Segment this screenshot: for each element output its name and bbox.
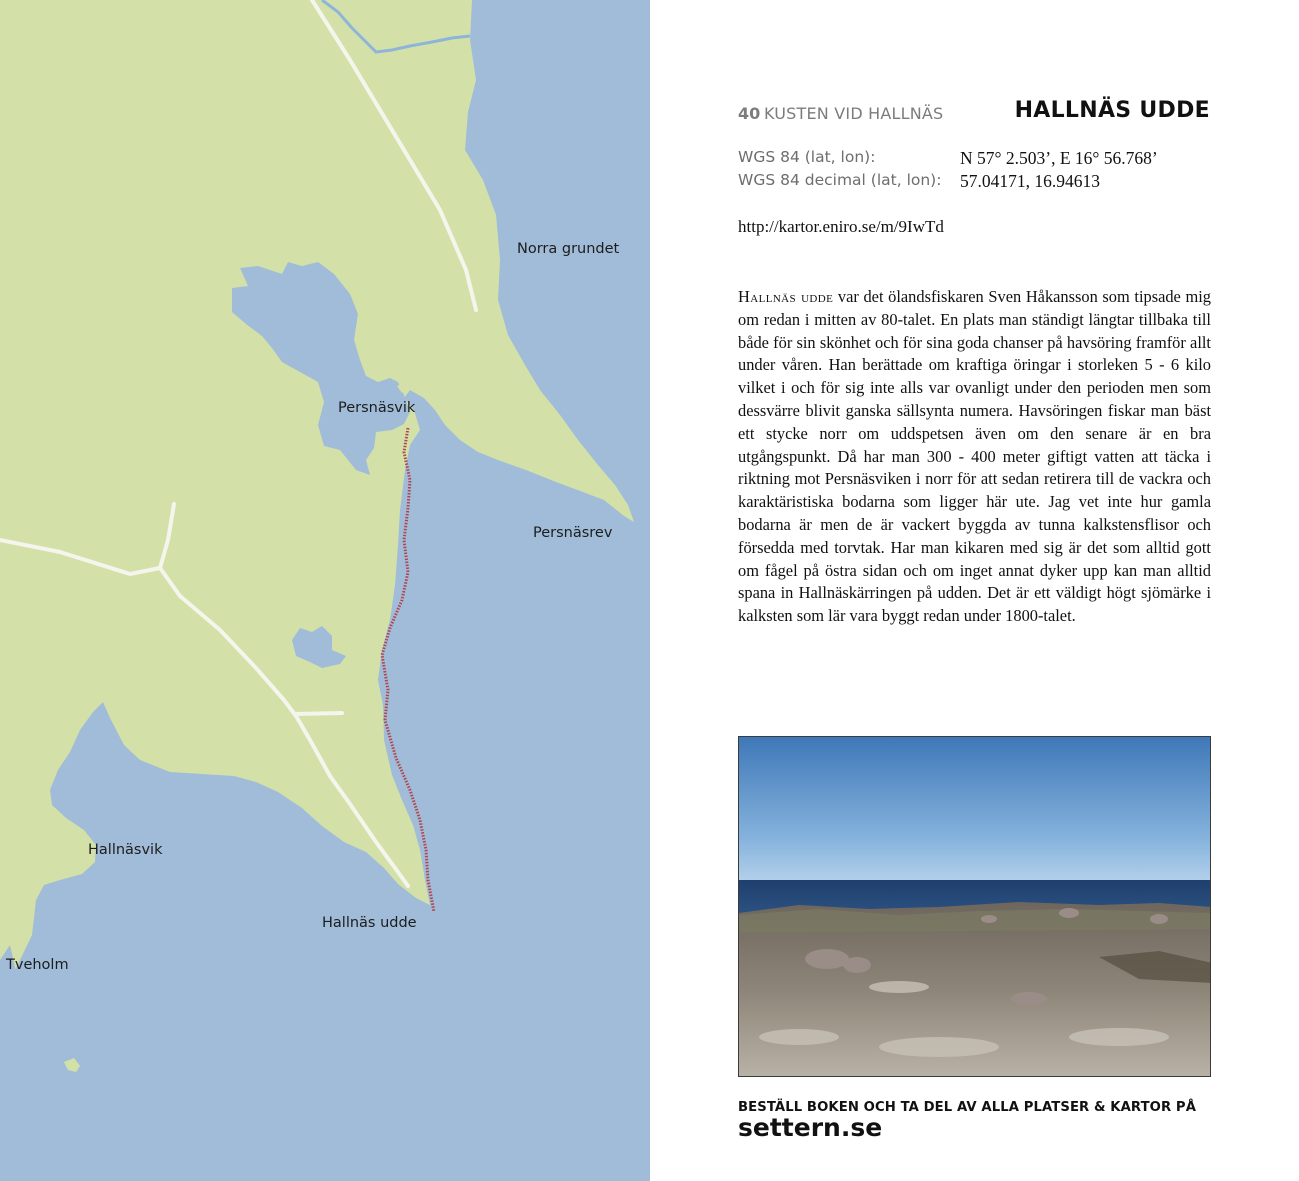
beach-photo [738,736,1211,1077]
place-title: HALLNÄS UDDE [1014,98,1210,123]
road-east-spur [296,713,342,714]
coordinates-dms-value: N 57° 2.503’, E 16° 56.768’ [960,148,1158,168]
coordinates-decimal-label: WGS 84 decimal (lat, lon): [738,171,942,189]
website-link[interactable]: settern.se [738,1113,883,1142]
map-link[interactable]: http://kartor.eniro.se/m/9IwTd [738,217,944,236]
description-body: var det ölandsfiskaren Sven Håkansson som tipsade mig om redan i mitten av 80-talet. En plats man ständigt längtar tillbaka till både för sin skönhet och för sina goda chanser på havsöring framför allt under våren. Han berättade om kraftiga öringar i storleken 5 - 6 kilo vilket i och för sig inte alls var ovanligt under den perioden men som dessvärre blivit ganska sällsynta numera. Havsöringen fiskar man bäst ett stycke norr om uddspetsen även om den senare är en bra utgångspunkt. Då har man 300 - 400 meter giftigt vatten att täcka i riktning mot Persnäsviken i norr för att sedan retirera till de vackra och karaktäristiska bodarna som ligger här ute. Jag vet inte hur gamla bodarna är men de är vackert byggda av tunna kalkstensflisor och försedda med torvtak. Har man kikaren med sig är det som alltid gott om fågel på östra sidan och om inget annat dyker upp kan man alltid spana in Hallnäskärringen på udden. Det är ett väldigt högt sjömärke i kalksten som lär vara byggt redan under 1800-talet. [738,287,1211,626]
label-persnasvik: Persnäsvik [338,400,416,416]
label-hallnas-udde: Hallnäs udde [322,915,417,931]
label-tveholm: Tveholm [6,957,69,973]
coordinates-decimal-value: 57.04171, 16.94613 [960,171,1100,191]
label-persnasrev: Persnäsrev [533,525,613,541]
label-hallnasvik: Hallnäsvik [88,842,163,858]
label-norra-grundet: Norra grundet [517,241,620,257]
coordinates-dms-row [738,148,1218,170]
section-title: KUSTEN VID HALLNÄS [764,104,944,123]
page-header [738,98,1210,128]
order-text: BESTÄLL BOKEN OCH TA DEL AV ALLA PLATSER & KARTOR PÅ [738,1100,1197,1115]
page-number: 40 [738,104,761,123]
coordinates-decimal-row [738,171,1218,193]
description-lead-in: Hallnäs udde [738,287,834,306]
description-paragraph [738,286,1211,628]
coordinates-dms-label: WGS 84 (lat, lon): [738,148,876,166]
beach-photo-illustration [739,737,1211,1077]
